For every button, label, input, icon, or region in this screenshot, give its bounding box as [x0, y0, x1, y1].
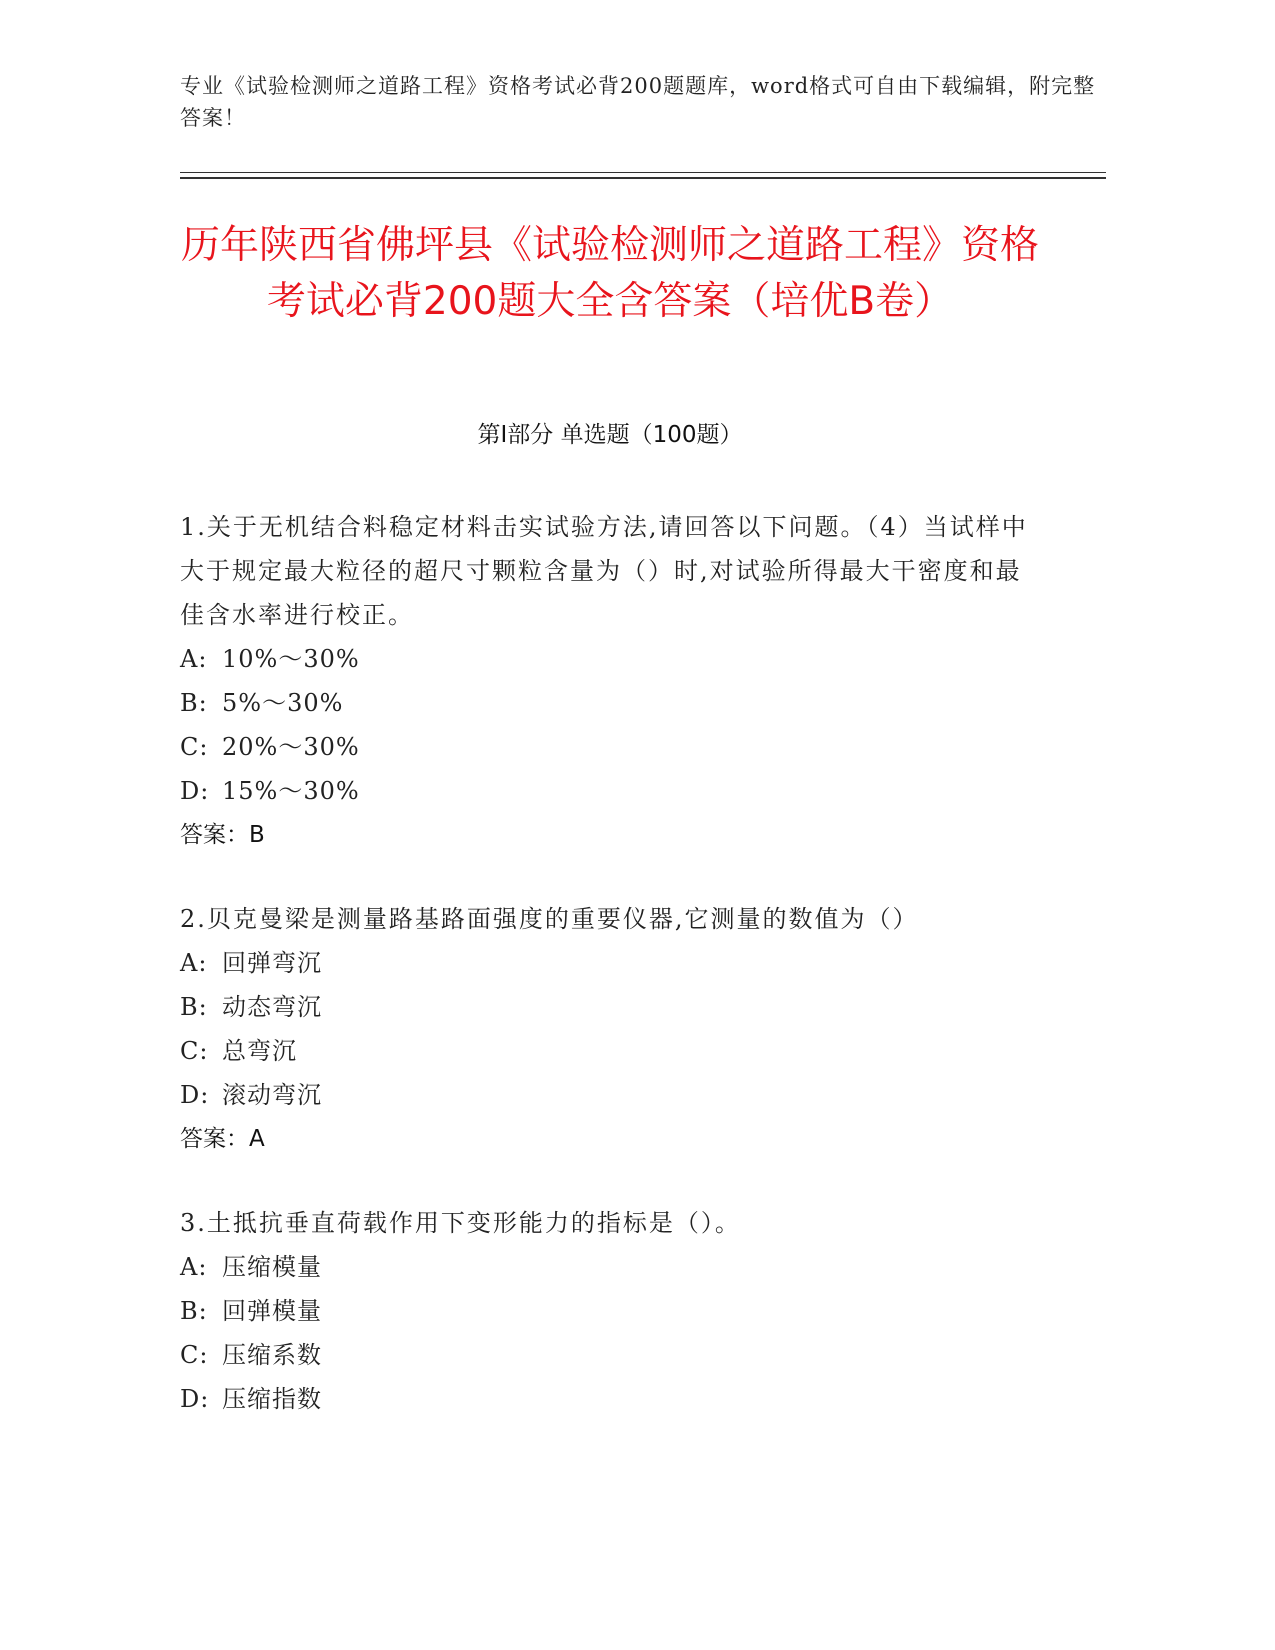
option-label: D: [180, 1081, 210, 1109]
option-label: B: [180, 993, 208, 1021]
option-a [180, 637, 1040, 681]
option-text: 总弯沉 [222, 1037, 297, 1065]
document-title: 历年陕西省佛坪县《试验检测师之道路工程》资格考试必背200题大全含答案（培优B卷） [180, 223, 1039, 324]
option-c [180, 1029, 1040, 1073]
option-label: B: [180, 689, 208, 717]
option-text: 压缩系数 [222, 1341, 322, 1369]
option-text: 压缩模量 [222, 1253, 322, 1281]
option-d [180, 1073, 1040, 1117]
option-label: A: [180, 645, 208, 673]
option-label: C: [180, 1341, 209, 1369]
option-a [180, 1245, 1040, 1289]
option-label: C: [180, 733, 209, 761]
option-text: 15%～30% [222, 777, 360, 805]
option-label: D: [180, 777, 210, 805]
option-text: 5%～30% [222, 689, 344, 717]
question-stem: 3.土抵抗垂直荷载作用下变形能力的指标是（）。 [180, 1209, 741, 1237]
option-text: 动态弯沉 [222, 993, 322, 1021]
option-text: 滚动弯沉 [222, 1081, 322, 1109]
question-3 [180, 1201, 1040, 1421]
option-text: 压缩指数 [222, 1385, 322, 1413]
option-text: 回弹弯沉 [222, 949, 322, 977]
option-label: D: [180, 1385, 210, 1413]
option-label: B: [180, 1297, 208, 1325]
option-label: A: [180, 1253, 208, 1281]
option-text: 20%～30% [222, 733, 360, 761]
option-a [180, 941, 1040, 985]
section-heading: 第I部分 单选题（100题） [477, 422, 743, 448]
option-c [180, 725, 1040, 769]
question-2 [180, 897, 1040, 1161]
option-text: 10%～30% [222, 645, 360, 673]
answer-line: 答案：B [180, 822, 265, 848]
header-rule-thin [180, 172, 1106, 173]
option-b [180, 1289, 1040, 1333]
question-list [180, 505, 1040, 1461]
option-text: 回弹模量 [222, 1297, 322, 1325]
question-stem: 1.关于无机结合料稳定材料击实试验方法,请回答以下问题。（4）当试样中大于规定最大粒径的超尺寸颗粒含量为（）时,对试验所得最大干密度和最佳含水率进行校正。 [180, 513, 1028, 629]
header-rule-thick [180, 177, 1106, 179]
option-label: A: [180, 949, 208, 977]
option-d [180, 769, 1040, 813]
answer-line: 答案：A [180, 1126, 265, 1152]
header-note: 专业《试验检测师之道路工程》资格考试必背200题题库，word格式可自由下载编辑，附完整答案！ [180, 74, 1096, 130]
option-d [180, 1377, 1040, 1421]
option-c [180, 1333, 1040, 1377]
question-stem: 2.贝克曼梁是测量路基路面强度的重要仪器,它测量的数值为（） [180, 905, 919, 933]
option-b [180, 985, 1040, 1029]
option-label: C: [180, 1037, 209, 1065]
option-b [180, 681, 1040, 725]
question-1 [180, 505, 1040, 857]
